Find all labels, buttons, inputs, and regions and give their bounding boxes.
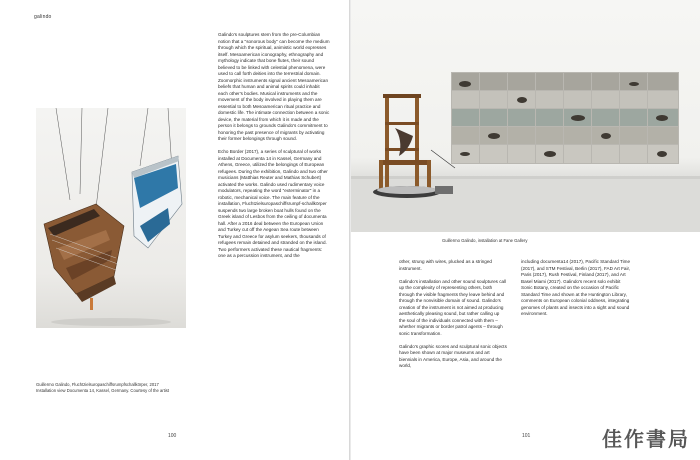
artwork-photo-gallery-installation <box>351 0 700 232</box>
caption-title: Guillermo Galindo, Fluchtzielsuropaschiffsrumpfschallkörper, 2017 <box>36 382 159 387</box>
caption-body: Installation view Documenta 14, Kassel, Germany. Courtesy of the artist <box>36 387 170 393</box>
gallery-installation-illustration <box>351 0 700 232</box>
left-page <box>0 0 349 460</box>
photo-caption-right: Guillermo Galindo, installation at Fane Gallery <box>442 238 528 243</box>
paragraph-installation: Galindo's installation and other sound soulptures call up the complexity of representing others, both through the visible fragments they leave behind and through the nonvisible domain of sound. Galindo's creation of the instrument is not aimed at producing aesthetically pleasing sound, but rather calling up the soul of the individuals connected with them – whether migrants or border patrol agents – through sonic transformation. <box>399 278 507 336</box>
artwork-photo-boat-hulls <box>36 108 186 328</box>
paragraph-intro: Galindo's soulptures stem from the pre-Columbian notion that a "sonorous body" can become the medium through which the spiritual, animistic world expresses itself. Mesoamerican iconography, ethnography and mythology indicate that bone flutes, their sound believed to be linked with celestial phenomena, were used to call forth deities into the terrestrial domain. Zoomorphic instruments signal ancient Mesoamerican beliefs that human and animal spirits could inhabit each other's bodies. Musical instruments and the movement of the body involved in playing them are essential to both Mesoamerican ritual practice and domestic life. The intimate connection between a sonic device, the material from which it is made and the person it belongs to grounds Galindo's commitment to honoring the past presence of migrants by activating their former belongings through sound. <box>218 32 330 141</box>
right-text-column-2 <box>521 259 633 324</box>
boat-hulls-illustration <box>36 108 186 328</box>
paragraph-graphic-scores: Galindo's graphic scores and sculptural sonic objects have been shown at major museums and art biennials in America, Europe, Asia, and around the world, <box>399 343 507 368</box>
page-number-left: 100 <box>168 433 177 439</box>
page-number-right: 101 <box>522 433 531 439</box>
running-head: galindo <box>34 14 52 20</box>
paragraph-continuation: other, strung with wires, plucked as a stringed instrument. <box>399 259 492 271</box>
right-text-column-1 <box>399 259 507 376</box>
photo-caption-left <box>36 382 186 393</box>
photo-grid <box>451 72 679 164</box>
left-text-column <box>218 32 330 266</box>
right-page <box>351 0 700 460</box>
paragraph-exhibitions: including documenta14 (2017), Pacific Standard Time (2017), and STM Festival, Berlin (2017), FAD Art Fair, Paris (2017), Rush Festival, Finland (2017), and Art Basel Miami (2017). Galindo's recent solo exhibit Sonic Botany, created on the occasion of Pacific Standard Time and shown at the Huntington Library, comments on European colonial oddness, integrating genomes of plants and insects into a sight and sound environment. <box>521 259 631 316</box>
watermark-logo: 佳作書局 <box>602 427 690 451</box>
paragraph-echo-border: Echo Border (2017), a series of sculptural of works installed at Documenta 14 in Kassel, Germany and Athens, Greece, utilized the belongings of European refugees. During the exhibition, Galindo and two other musicians (Matthias Reuter and Mathias Schubert) activated the works. Galindo used rudimentary voice modulators, repeating the word "exterminator" in a robotic, mechanical voice. The main feature of the installation, Fluchtzielsuropaschiffsrumpf-schallkörper suspends two large broken boat hulls found on the Greek island of Lesbos from the ceiling of documenta hall. After a 2016 deal between the European Union and Turkey cut off the Aegean Sea route between Turkey and Greece for asylum seekers, thousands of refugees remain detained and stranded on the island. Two performers activated these nautical fragments: one as a percussion instrument, and the <box>218 149 328 258</box>
